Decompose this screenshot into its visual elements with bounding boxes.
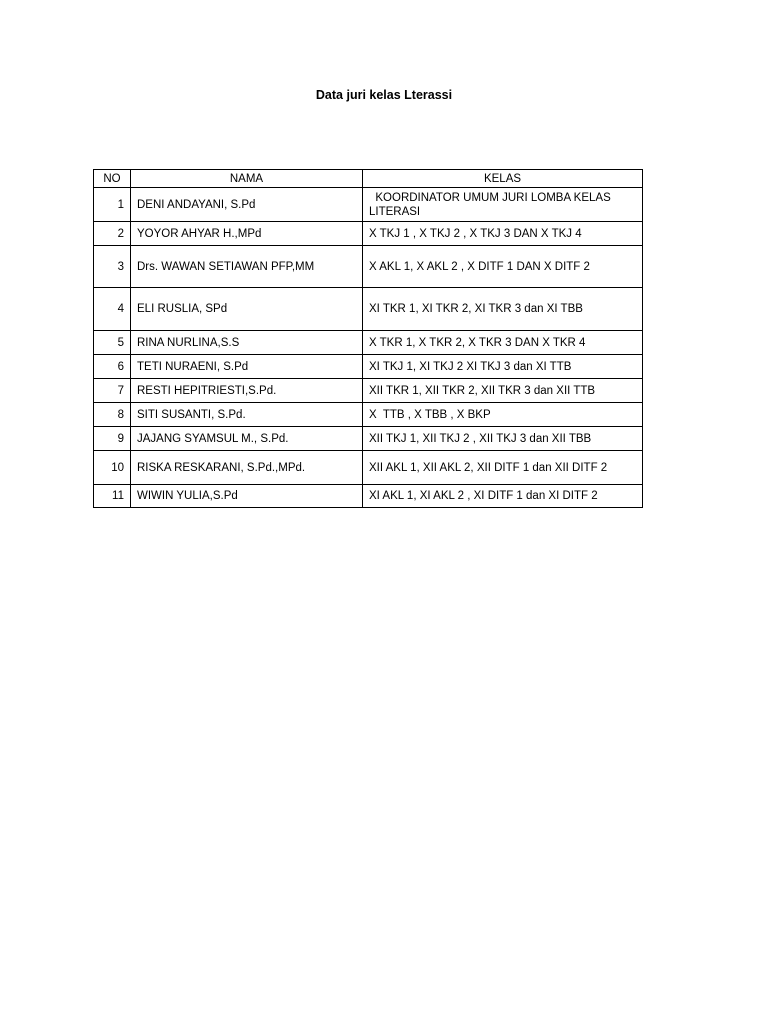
cell-kelas: X TKJ 1 , X TKJ 2 , X TKJ 3 DAN X TKJ 4 <box>363 222 643 246</box>
table-row <box>94 379 643 403</box>
cell-nama: JAJANG SYAMSUL M., S.Pd. <box>131 427 363 451</box>
cell-kelas: XII TKR 1, XII TKR 2, XII TKR 3 dan XII TTB <box>363 379 643 403</box>
document-title: Data juri kelas Lterassi <box>315 88 453 102</box>
header-no: NO <box>94 170 131 188</box>
cell-no: 10 <box>94 451 131 485</box>
table-row <box>94 355 643 379</box>
table-row <box>94 246 643 288</box>
cell-nama: DENI ANDAYANI, S.Pd <box>131 188 363 222</box>
cell-kelas: X AKL 1, X AKL 2 , X DITF 1 DAN X DITF 2 <box>363 246 643 288</box>
cell-no: 4 <box>94 288 131 331</box>
cell-no: 6 <box>94 355 131 379</box>
header-kelas: KELAS <box>363 170 643 188</box>
table-row <box>94 485 643 508</box>
cell-no: 1 <box>94 188 131 222</box>
table-row <box>94 403 643 427</box>
cell-no: 3 <box>94 246 131 288</box>
cell-nama: SITI SUSANTI, S.Pd. <box>131 403 363 427</box>
cell-kelas: KOORDINATOR UMUM JURI LOMBA KELAS LITERASI <box>363 188 643 222</box>
table-row <box>94 222 643 246</box>
cell-no: 7 <box>94 379 131 403</box>
cell-kelas: X TTB , X TBB , X BKP <box>363 403 643 427</box>
cell-nama: Drs. WAWAN SETIAWAN PFP,MM <box>131 246 363 288</box>
cell-kelas: X TKR 1, X TKR 2, X TKR 3 DAN X TKR 4 <box>363 331 643 355</box>
cell-nama: RINA NURLINA,S.S <box>131 331 363 355</box>
cell-nama: YOYOR AHYAR H.,MPd <box>131 222 363 246</box>
cell-kelas: XII AKL 1, XII AKL 2, XII DITF 1 dan XII DITF 2 <box>363 451 643 485</box>
cell-nama: ELI RUSLIA, SPd <box>131 288 363 331</box>
cell-kelas: XII TKJ 1, XII TKJ 2 , XII TKJ 3 dan XII TBB <box>363 427 643 451</box>
table-row <box>94 427 643 451</box>
header-nama: NAMA <box>131 170 363 188</box>
cell-no: 11 <box>94 485 131 508</box>
cell-kelas: XI TKR 1, XI TKR 2, XI TKR 3 dan XI TBB <box>363 288 643 331</box>
cell-kelas: XI AKL 1, XI AKL 2 , XI DITF 1 dan XI DITF 2 <box>363 485 643 508</box>
cell-no: 5 <box>94 331 131 355</box>
jury-table <box>93 169 643 508</box>
cell-kelas: XI TKJ 1, XI TKJ 2 XI TKJ 3 dan XI TTB <box>363 355 643 379</box>
cell-nama: TETI NURAENI, S.Pd <box>131 355 363 379</box>
cell-no: 2 <box>94 222 131 246</box>
cell-nama: WIWIN YULIA,S.Pd <box>131 485 363 508</box>
table-row <box>94 188 643 222</box>
table-row <box>94 451 643 485</box>
table-row <box>94 288 643 331</box>
cell-no: 9 <box>94 427 131 451</box>
cell-nama: RESTI HEPITRIESTI,S.Pd. <box>131 379 363 403</box>
table-row <box>94 331 643 355</box>
table-header-row <box>94 170 643 188</box>
cell-nama: RISKA RESKARANI, S.Pd.,MPd. <box>131 451 363 485</box>
cell-no: 8 <box>94 403 131 427</box>
